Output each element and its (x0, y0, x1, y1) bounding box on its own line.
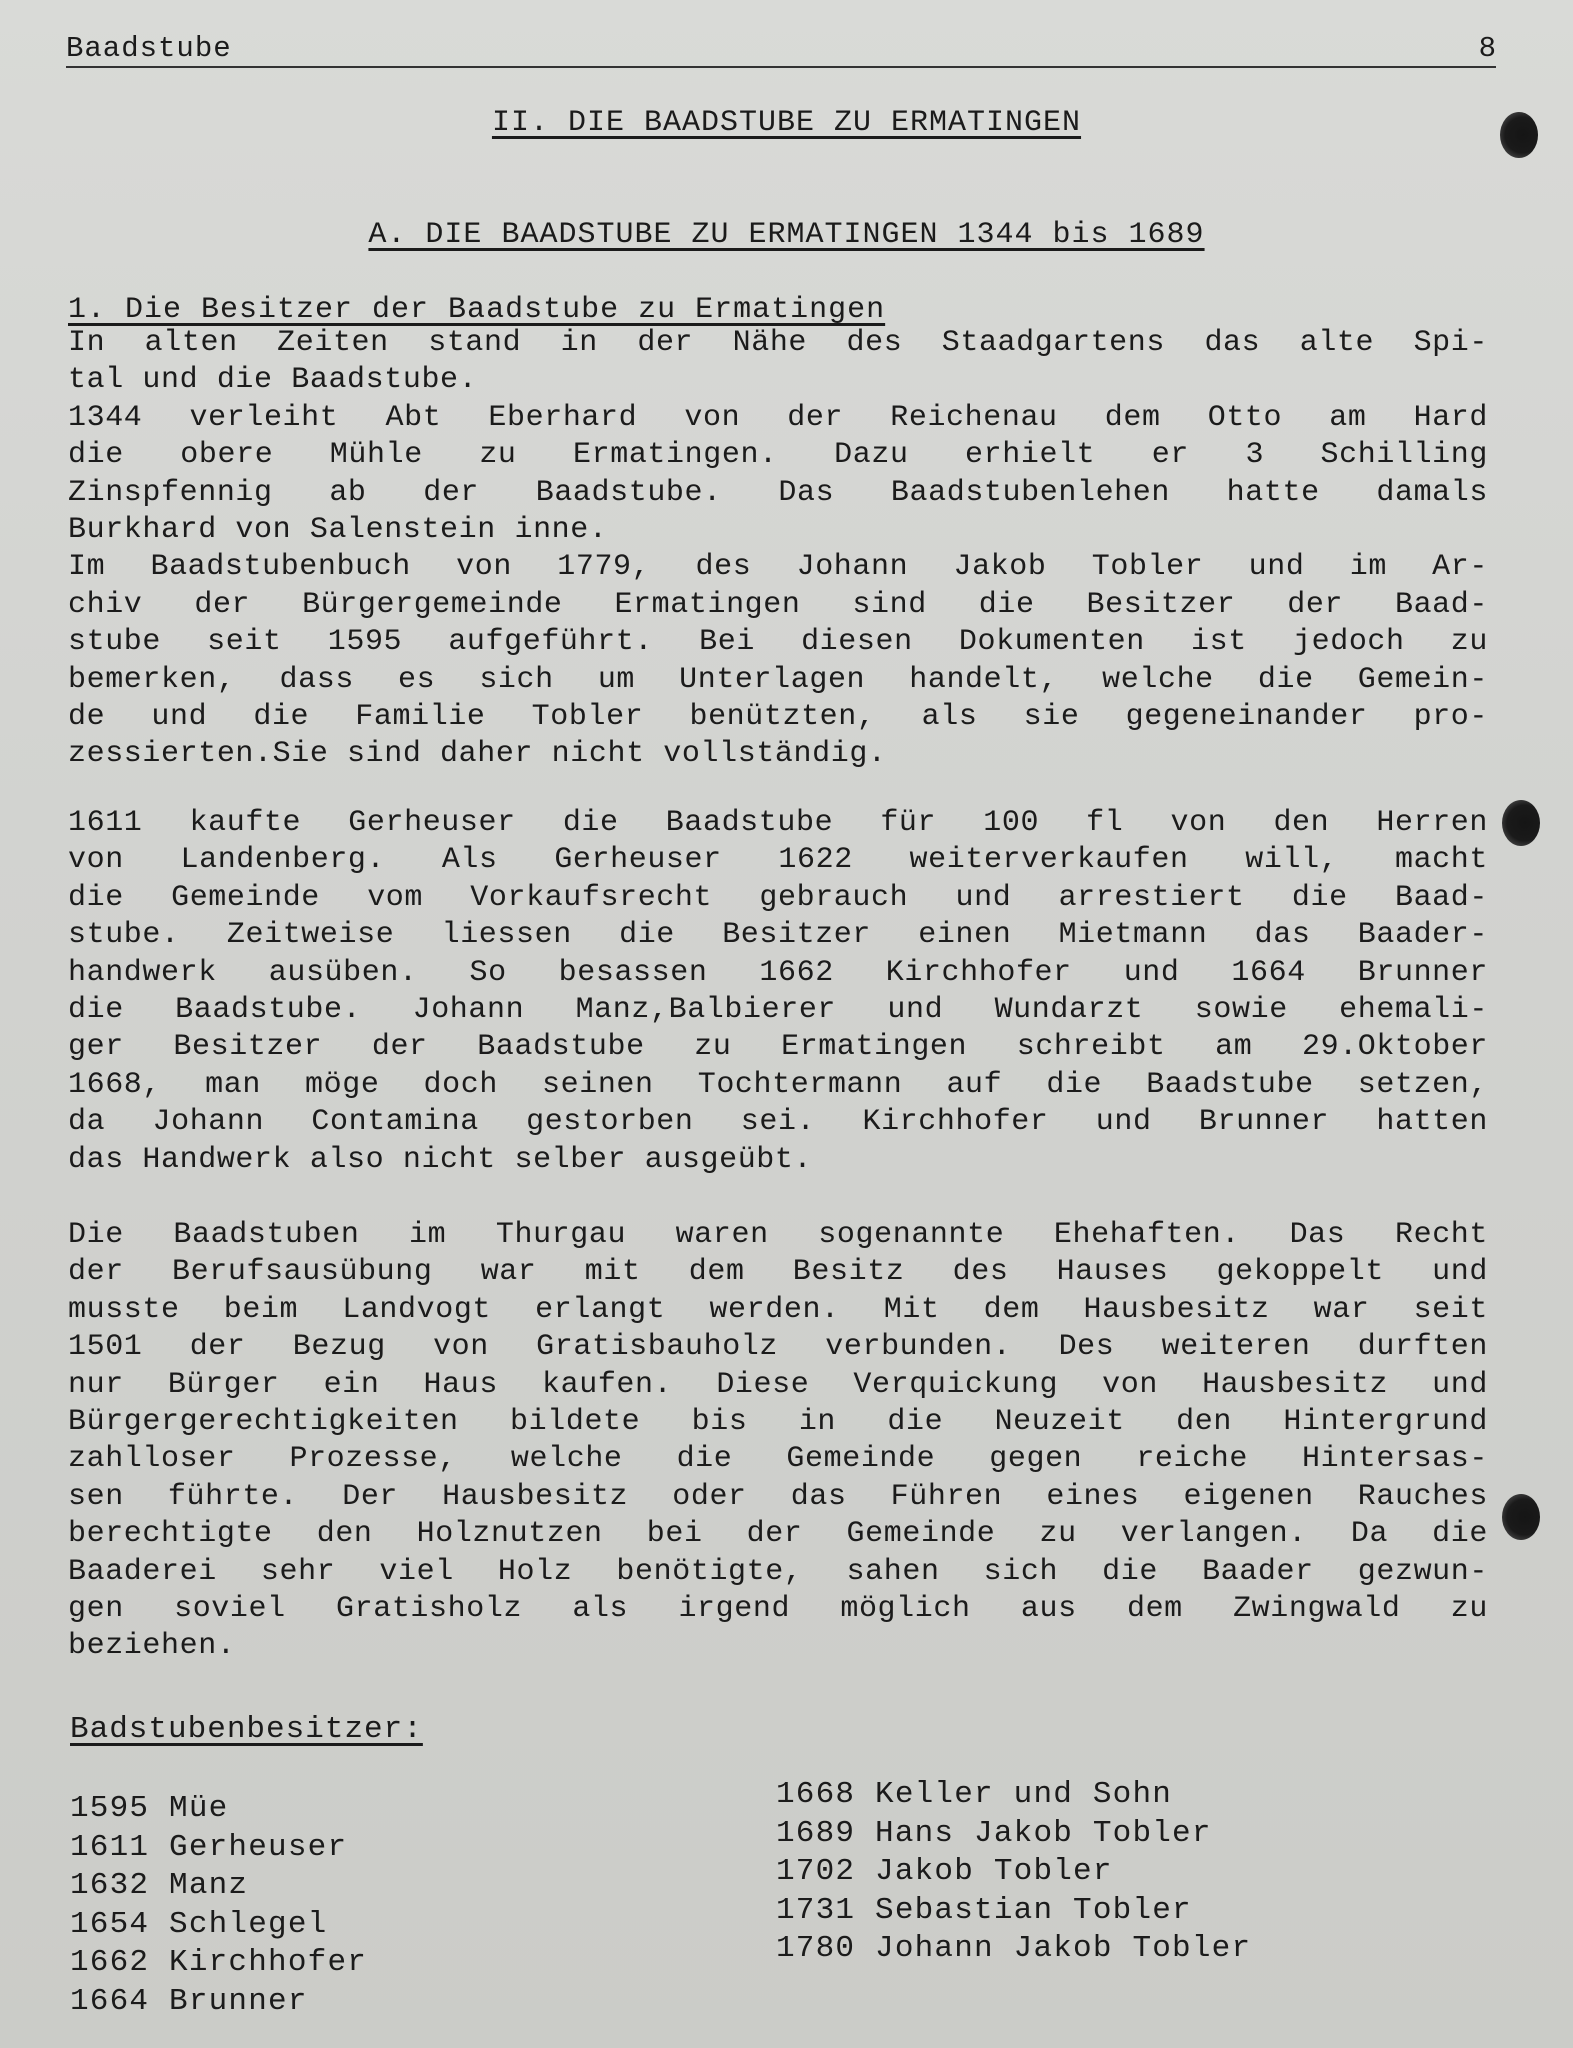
text-line: gen soviel Gratisholz als irgend möglich aus dem Zwingwald zu (68, 1592, 1488, 1627)
text-line: 1668, man möge doch seinen Tochtermann auf die Baadstube setzen, (68, 1067, 1488, 1102)
text-line: bemerken, dass es sich um Unterlagen handelt, welche die Gemein- (68, 662, 1488, 697)
owner-entry: 1702 Jakob Tobler (776, 1854, 1113, 1889)
owners-list-left (70, 1790, 367, 2021)
owner-entry: 1632 Manz (70, 1868, 249, 1903)
text-line: 1501 der Bezug von Gratisbauholz verbunden. Des weiteren durften (68, 1330, 1488, 1365)
text-line: das Handwerk also nicht selber ausgeübt. (68, 1142, 813, 1177)
page-header (66, 26, 1496, 68)
text-line: von Landenberg. Als Gerheuser 1622 weiterverkaufen will, macht (68, 843, 1488, 878)
text-line: tal und die Baadstube. (68, 363, 478, 398)
chapter-title-text: II. DIE BAADSTUBE ZU ERMATINGEN (491, 106, 1082, 140)
owners-list-right (776, 1776, 1251, 1969)
owner-entry: 1689 Hans Jakob Tobler (776, 1815, 1212, 1851)
text-line: Bürgergerechtigkeiten bildete bis in die Neuzeit den Hintergrund (68, 1405, 1488, 1440)
text-line: Burkhard von Salenstein inne. (68, 513, 608, 548)
text-line: nur Bürger ein Haus kaufen. Diese Verquickung von Hausbesitz und (68, 1367, 1488, 1402)
text-line: beziehen. (68, 1629, 236, 1664)
text-line: 1611 kaufte Gerheuser die Baadstube für 100 fl von den Herren (68, 806, 1488, 840)
chapter-title (0, 106, 1573, 140)
text-line: da Johann Contamina gestorben sei. Kirchhofer und Brunner hatten (68, 1105, 1488, 1140)
owner-entry: 1731 Sebastian Tobler (776, 1892, 1192, 1928)
text-line: Die Baadstuben im Thurgau waren sogenannte Ehehaften. Das Recht (68, 1218, 1488, 1252)
punch-hole (1502, 800, 1540, 846)
text-line: zessierten.Sie sind daher nicht vollständig. (68, 737, 887, 772)
text-line: stube seit 1595 aufgeführt. Bei diesen Dokumenten ist jedoch zu (68, 625, 1488, 660)
owner-entry: 1595 Müe (70, 1791, 229, 1826)
paragraph-2 (68, 805, 1488, 1179)
subchapter-title-text: A. DIE BAADSTUBE ZU ERMATINGEN 1344 bis 1689 (368, 218, 1205, 252)
text-line: de und die Familie Tobler benützten, als sie gegeneinander pro- (68, 700, 1488, 735)
owner-entry: 1664 Brunner (70, 1983, 308, 2019)
header-title: Baadstube (66, 32, 232, 65)
text-line: stube. Zeitweise liessen die Besitzer einen Mietmann das Baader- (68, 918, 1488, 953)
page-number: 8 (1478, 32, 1496, 65)
text-line: die Baadstube. Johann Manz,Balbierer und Wundarzt sowie ehemali- (68, 993, 1488, 1028)
owner-entry: 1611 Gerheuser (70, 1829, 348, 1865)
text-line: die Gemeinde vom Vorkaufsrecht gebrauch und arrestiert die Baad- (68, 880, 1488, 915)
subchapter-title (0, 218, 1573, 252)
text-line: 1344 verleiht Abt Eberhard von der Reichenau dem Otto am Hard (68, 400, 1488, 435)
text-line: handwerk ausüben. So besassen 1662 Kirchhofer und 1664 Brunner (68, 955, 1488, 990)
text-line: chiv der Bürgergemeinde Ermatingen sind die Besitzer der Baad- (68, 587, 1488, 622)
section-title: 1. Die Besitzer der Baadstube zu Ermatingen (68, 293, 886, 327)
paragraph-1 (68, 325, 1488, 774)
text-line: Im Baadstubenbuch von 1779, des Johann Jakob Tobler und im Ar- (68, 550, 1488, 585)
owner-entry: 1668 Keller und Sohn (776, 1777, 1173, 1812)
owners-title: Badstubenbesitzer: (70, 1712, 423, 1747)
punch-hole (1502, 1494, 1540, 1540)
text-line: zahlloser Prozesse, welche die Gemeinde gegen reiche Hintersas- (68, 1442, 1488, 1477)
text-line: berechtigte den Holznutzen bei der Gemeinde zu verlangen. Da die (68, 1517, 1488, 1552)
owner-entry: 1662 Kirchhofer (70, 1945, 368, 1980)
paragraph-3 (68, 1217, 1488, 1666)
text-line: sen führte. Der Hausbesitz oder das Führen eines eigenen Rauches (68, 1479, 1488, 1514)
text-line: ger Besitzer der Baadstube zu Ermatingen schreibt am 29.Oktober (68, 1030, 1488, 1065)
owner-entry: 1654 Schlegel (70, 1906, 328, 1942)
owner-entry: 1780 Johann Jakob Tobler (776, 1931, 1252, 1966)
text-line: die obere Mühle zu Ermatingen. Dazu erhielt er 3 Schilling (68, 438, 1488, 473)
text-line: musste beim Landvogt erlangt werden. Mit dem Hausbesitz war seit (68, 1292, 1488, 1327)
text-line: In alten Zeiten stand in der Nähe des Staadgartens das alte Spi- (68, 326, 1488, 360)
text-line: Zinspfennig ab der Baadstube. Das Baadstubenlehen hatte damals (68, 475, 1488, 510)
text-line: Baaderei sehr viel Holz benötigte, sahen sich die Baader gezwun- (68, 1554, 1488, 1589)
punch-hole (1500, 112, 1538, 158)
text-line: der Berufsausübung war mit dem Besitz des Hauses gekoppelt und (68, 1255, 1488, 1290)
